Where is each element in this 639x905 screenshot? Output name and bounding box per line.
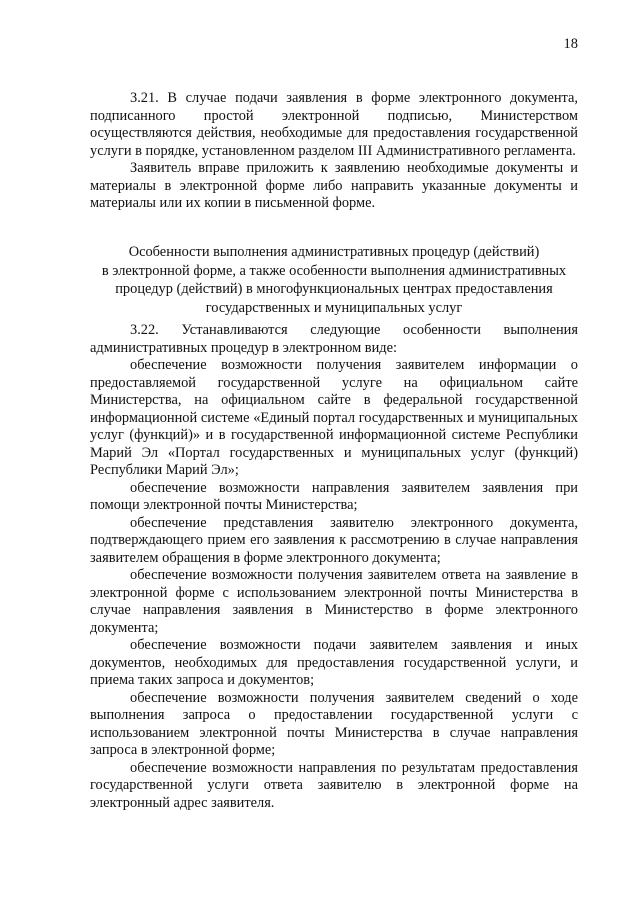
section-heading (90, 243, 578, 317)
list-item: обеспечение возможности направления заявителем заявления при помощи электронной почты Министерства; (90, 479, 578, 513)
paragraph: Заявитель вправе приложить к заявлению необходимые документы и материалы в электронной форме либо направить указанные документы и материалы или их копии в письменной форме. (90, 160, 578, 211)
list-item: обеспечение представления заявителю электронного документа, подтверждающего прием его заявления к рассмотрению в случае направления заявителем обращения в форме электронного документа; (90, 514, 578, 566)
list-item: обеспечение возможности получения заявителем информации о предоставляемой государственной услуге на официальном сайте Министерства, на официальном сайте в федеральной государственной информационной системе «Единый портал государственных и муниципальных услуг (функций)» и в государственной информационной системе Республики Марий Эл «Портал государственных и муниципальных услуг (функций) Республики Марий Эл»; (90, 357, 578, 478)
list-item: обеспечение возможности получения заявителем ответа на заявление в электронной форме с использованием электронной почты Министерства в случае направления заявления в Министерство в форме электронного документа; (90, 567, 578, 636)
paragraph: 3.21. В случае подачи заявления в форме электронного документа, подписанного простой электронной подписью, Министерством осуществляются действия, необходимые для предоставления государственной услуги в порядке, установленном разделом III Административного регламента. (90, 90, 578, 159)
list-item: обеспечение возможности получения заявителем сведений о ходе выполнения запроса о предоставлении государственной услуги с использованием электронной почты Министерства в случае направления запроса в электронной форме; (90, 689, 578, 758)
heading-line: государственных и муниципальных услуг (205, 299, 463, 316)
section-3-22 (90, 322, 578, 812)
paragraph: 3.22. Устанавливаются следующие особенности выполнения административных процедур в электронном виде: (90, 322, 578, 356)
section-3-21 (90, 90, 578, 213)
page-number: 18 (563, 36, 578, 52)
list-item: обеспечение возможности направления по результатам предоставления государственной услуги ответа заявителю в электронной форме на электронный адрес заявителя. (90, 759, 578, 811)
heading-line: процедур (действий) в многофункциональных центрах предоставления (115, 281, 553, 297)
list-item: обеспечение возможности подачи заявителем заявления и иных документов, необходимых для предоставления государственной услуги, и приема таких запроса и документов; (90, 637, 578, 688)
heading-line: Особенности выполнения административных процедур (действий) (128, 244, 540, 260)
heading-line: в электронной форме, а также особенности выполнения административных (101, 262, 567, 279)
